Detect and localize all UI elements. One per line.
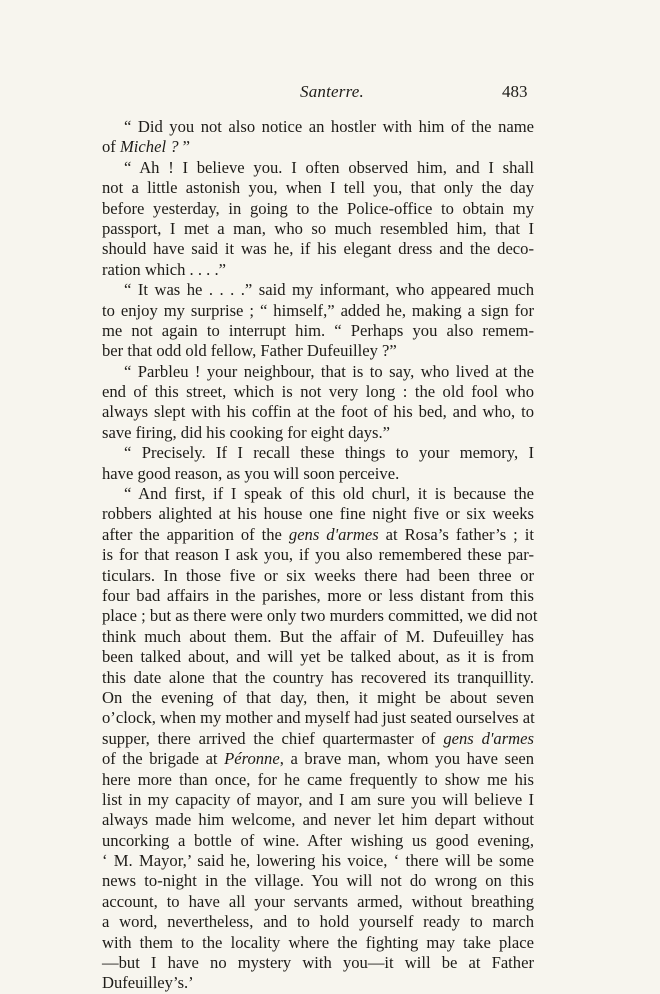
text-line: [102, 953, 534, 973]
text-segment: end of this street, which is not very long : the old fool who: [102, 382, 534, 402]
text-segment: passport, I met a man, who so much resembled him, that I: [102, 218, 534, 238]
text-segment: save firing, did his cooking for eight days.”: [102, 422, 391, 442]
text-segment: —but I have no mystery with you—it will be at Father: [102, 953, 534, 973]
text-line: [102, 851, 534, 871]
text-line: [102, 341, 534, 361]
text-segment: ‘ M. Mayor,’ said he, lowering his voice, ‘ there will be some: [102, 851, 534, 871]
text-segment: “ Did you not also notice an hostler with him of the name: [124, 117, 534, 136]
italic-text: Michel ?: [119, 137, 179, 157]
text-line: [102, 199, 534, 219]
text-segment: “ Parbleu ! your neighbour, that is to say, who lived at the: [124, 361, 534, 381]
text-line: [102, 871, 534, 891]
text-segment: robbers alighted at his house one fine night five or six weeks: [102, 504, 534, 524]
text-segment: ber that odd old fellow, Father Dufeuilley ?”: [102, 341, 397, 361]
text-line: [102, 647, 534, 667]
text-line: [102, 933, 534, 953]
text-line: [102, 770, 534, 790]
text-segment: of the brigade at: [102, 749, 225, 769]
text-segment: always slept with his coffin at the foot of his bed, and who, to: [102, 402, 534, 422]
text-segment: always made him welcome, and never let him depart without: [102, 810, 534, 830]
text-line: [102, 668, 534, 688]
text-segment: On the evening of that day, then, it might be about seven: [102, 687, 534, 707]
text-segment: ”: [178, 137, 191, 157]
text-line: [102, 137, 534, 157]
text-line: [102, 464, 534, 484]
text-line: [102, 912, 534, 932]
text-line: [102, 790, 534, 810]
text-segment: a word, nevertheless, and to hold yourself ready to march: [102, 912, 534, 932]
text-line: [102, 117, 534, 137]
text-line: [102, 525, 534, 545]
text-line: [102, 443, 534, 463]
text-segment: “ And first, if I speak of this old churl, it is because the: [124, 484, 534, 504]
text-segment: here more than once, for he came frequently to show me his: [102, 769, 534, 789]
text-line: [102, 708, 534, 728]
running-title: Santerre.: [300, 82, 364, 101]
text-segment: , a brave man, whom you have seen: [279, 749, 535, 769]
text-segment: “ It was he . . . .” said my informant, who appeared much: [124, 280, 534, 300]
text-line: [102, 484, 534, 504]
text-line: [102, 402, 534, 422]
italic-text: Péronne: [224, 749, 280, 769]
text-segment: have good reason, as you will soon perceive.: [102, 463, 400, 483]
text-segment: been talked about, and will yet be talked about, as it is from: [102, 647, 534, 667]
text-segment: this date alone that the country has recovered its tranquillity.: [102, 667, 534, 687]
text-segment: to enjoy my surprise ; “ himself,” added he, making a sign for: [102, 300, 534, 320]
text-line: [102, 973, 534, 993]
text-line: [102, 301, 534, 321]
text-line: [102, 260, 534, 280]
text-segment: ration which . . . .”: [102, 259, 226, 279]
text-segment: o’clock, when my mother and myself had just seated ourselves at: [102, 708, 535, 728]
text-segment: think much about them. But the affair of M. Dufeuilley has: [102, 626, 534, 646]
text-segment: account, to have all your servants armed, without breathing: [102, 891, 534, 911]
text-segment: is for that reason I ask you, if you also remembered these par-: [102, 545, 534, 565]
text-line: [102, 729, 534, 749]
text-segment: place ; but as there were only two murders committed, we did not: [102, 606, 538, 626]
text-line: [102, 362, 534, 382]
body-text: [102, 117, 538, 994]
text-segment: Dufeuilley’s.’: [102, 973, 194, 993]
text-segment: list in my capacity of mayor, and I am sure you will believe I: [102, 789, 534, 809]
text-segment: uncorking a bottle of wine. After wishing us good evening,: [102, 830, 534, 850]
text-line: [102, 606, 538, 626]
text-segment: ticulars. In those five or six weeks there had been three or: [102, 565, 534, 585]
text-line: [102, 586, 534, 606]
text-line: [102, 423, 534, 443]
text-line: [102, 382, 534, 402]
text-line: [102, 504, 534, 524]
text-segment: news to-night in the village. You will not do wrong on this: [102, 871, 534, 891]
text-line: [102, 627, 534, 647]
text-line: [102, 321, 534, 341]
text-segment: with them to the locality where the fighting may take place: [102, 932, 534, 952]
text-segment: me not again to interrupt him. “ Perhaps you also remem-: [102, 320, 534, 340]
text-line: [102, 892, 534, 912]
running-head: [0, 82, 660, 106]
text-segment: “ Ah ! I believe you. I often observed him, and I shall: [124, 157, 534, 177]
page-number: 483: [502, 82, 528, 101]
text-line: [102, 158, 534, 178]
text-line: [102, 810, 534, 830]
text-line: [102, 831, 534, 851]
text-segment: should have said it was he, if his elegant dress and the deco-: [102, 239, 534, 259]
text-line: [102, 280, 534, 300]
text-segment: four bad affairs in the parishes, more or less distant from this: [102, 585, 534, 605]
text-line: [102, 545, 534, 565]
text-segment: not a little astonish you, when I tell you, that only the day: [102, 178, 534, 198]
text-segment: “ Precisely. If I recall these things to your memory, I: [124, 443, 534, 463]
italic-text: gens d'armes: [443, 728, 534, 748]
text-line: [102, 566, 534, 586]
text-line: [102, 749, 534, 769]
italic-text: gens d'armes: [288, 524, 379, 544]
text-segment: of: [102, 137, 120, 157]
text-segment: supper, there arrived the chief quartermaster of: [102, 728, 444, 748]
text-segment: at Rosa’s father’s ; it: [378, 524, 534, 544]
text-line: [102, 239, 534, 259]
text-line: [102, 219, 534, 239]
text-segment: after the apparition of the: [102, 524, 289, 544]
text-line: [102, 178, 534, 198]
text-segment: before yesterday, in going to the Police-office to obtain my: [102, 198, 534, 218]
text-line: [102, 688, 534, 708]
